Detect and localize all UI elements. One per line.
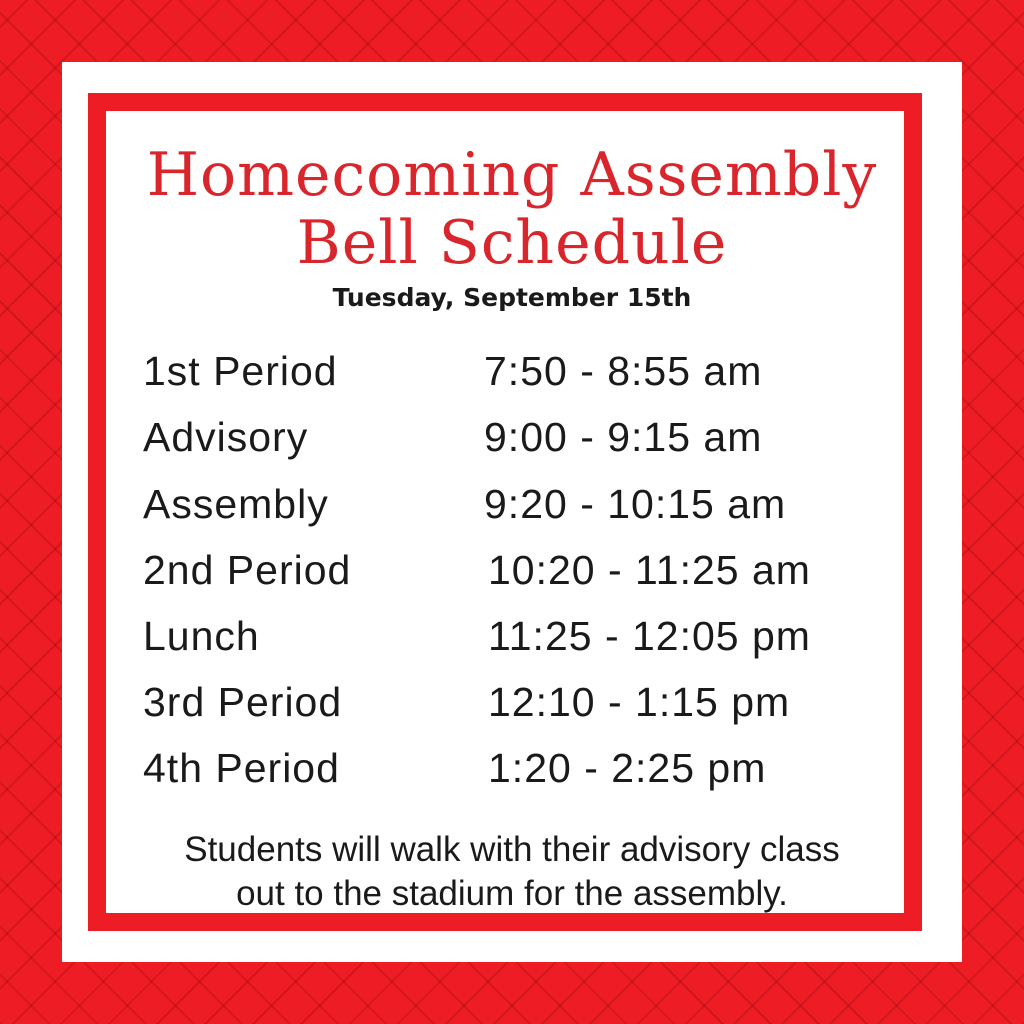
title-line-2: Bell Schedule — [296, 208, 728, 278]
title-line-1: Homecoming Assembly — [146, 140, 878, 210]
schedule-row-time: 9:20 - 10:15 am — [484, 481, 787, 527]
schedule-row-name: 3rd Period — [143, 679, 343, 725]
schedule-row — [0, 735, 1024, 801]
schedule-row-time: 12:10 - 1:15 pm — [488, 679, 791, 725]
schedule-row-name: 2nd Period — [143, 547, 352, 593]
schedule-row — [0, 537, 1024, 603]
schedule-row — [0, 669, 1024, 735]
schedule-row-time: 1:20 - 2:25 pm — [488, 745, 767, 791]
schedule-row-name: 4th Period — [143, 745, 340, 791]
schedule-row-name: Advisory — [143, 414, 309, 460]
note-line-1: Students will walk with their advisory class — [184, 830, 840, 869]
schedule-row-time: 11:25 - 12:05 pm — [488, 613, 811, 659]
schedule-row — [0, 471, 1024, 537]
schedule-row-time: 7:50 - 8:55 am — [484, 348, 763, 394]
schedule-row-name: Assembly — [143, 481, 329, 527]
schedule-row — [0, 603, 1024, 669]
schedule-row — [0, 338, 1024, 404]
schedule-row-time: 10:20 - 11:25 am — [488, 547, 811, 593]
schedule-row-time: 9:00 - 9:15 am — [484, 414, 763, 460]
assembly-note — [0, 828, 1024, 916]
note-line-2: out to the stadium for the assembly. — [236, 874, 788, 913]
schedule-row — [0, 404, 1024, 470]
date-subtitle: Tuesday, September 15th — [332, 283, 692, 312]
schedule-row-name: Lunch — [143, 613, 260, 659]
schedule-row-name: 1st Period — [143, 348, 338, 394]
